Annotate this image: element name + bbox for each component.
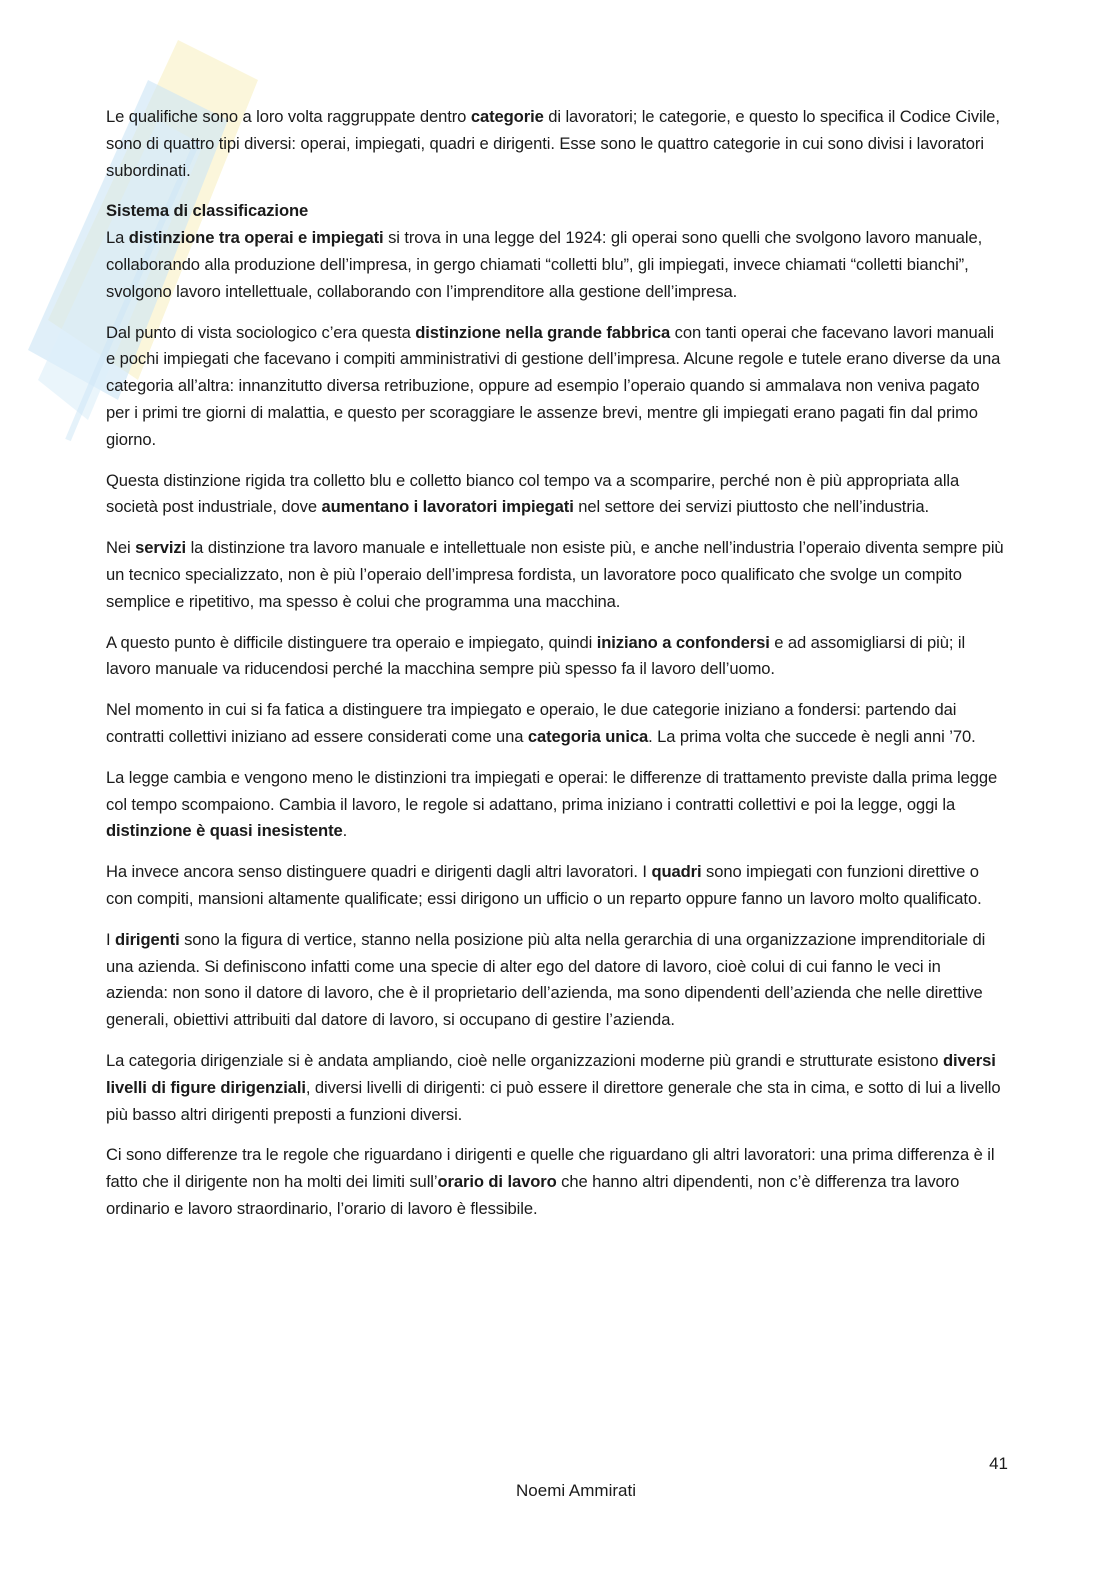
bold-term: quadri: [651, 862, 702, 882]
text-run: A questo punto è difficile distinguere tra operaio e impiegato, quindi: [106, 632, 597, 652]
bold-term: iniziano a confondersi: [596, 632, 770, 652]
bold-term: aumentano i lavoratori impiegati: [321, 497, 574, 517]
paragraph: [106, 104, 1006, 184]
bold-term: distinzione nella grande fabbrica: [415, 322, 671, 342]
bold-term: distinzione è quasi inesistente: [106, 821, 343, 841]
text-run: sono la figura di vertice, stanno nella posizione più alta nella gerarchia di una organizzazione imprenditoriale di una azienda. Si definiscono infatti come una specie di alter ego del datore di lavoro, cioè colui di cui fanno le veci in azienda: non sono il datore di lavoro, che è il proprietario dell’azienda, ma sono dipendenti dell’azienda che nelle direttive generali, obiettivi attribuiti dal datore di lavoro, si occupano di gestire l’azienda.: [106, 929, 986, 1030]
text-run: la distinzione tra lavoro manuale e intellettuale non esiste più, e anche nell’industria l’operaio diventa sempre più un tecnico specializzato, non è più l’operaio dell’impresa fordista, un lavoratore poco qualificato che svolge un compito semplice e ripetitivo, ma spesso è colui che programma una macchina.: [106, 538, 1004, 611]
text-run: La: [106, 228, 129, 248]
paragraph: [106, 535, 1006, 615]
footer-author: Noemi Ammirati: [516, 1481, 636, 1500]
paragraph: [106, 468, 1006, 522]
text-run: .: [342, 821, 348, 841]
text-run: Dal punto di vista sociologico c’era questa: [106, 322, 416, 342]
text-run: che hanno altri dipendenti, non c’è differenza tra lavoro ordinario e lavoro straordinario, l’orario di lavoro è flessibile.: [106, 1172, 960, 1218]
document-body: [106, 104, 1006, 1237]
paragraph: [106, 765, 1006, 845]
text-run: Ha invece ancora senso distinguere quadri e dirigenti dagli altri lavoratori. I: [106, 862, 652, 882]
text-run: Questa distinzione rigida tra colletto blu e colletto bianco col tempo va a scomparire, perché non è più appropriata alla società post industriale, dove: [106, 470, 960, 517]
text-run: I: [106, 929, 116, 949]
paragraph: [106, 927, 1006, 1034]
bold-term: orario di lavoro: [437, 1172, 557, 1192]
text-run: Le qualifiche sono a loro volta raggruppate dentro: [106, 107, 471, 126]
bold-term: categoria unica: [527, 726, 649, 746]
text-run: si trova in una legge del 1924: gli operai sono quelli che svolgono lavoro manuale, collaborando alla produzione dell’impresa, in gergo chiamati “colletti blu”, gli impiegati, invece chiamati “colletti bianchi”, svolgono lavoro intellettuale, collaborando con l’imprenditore alla gestione dell’impresa.: [106, 228, 983, 301]
text-run: Nei: [106, 538, 136, 558]
text-run: La categoria dirigenziale si è andata ampliando, cioè nelle organizzazioni moderne più grandi e strutturate esistono: [106, 1050, 943, 1070]
paragraph: [106, 630, 1006, 684]
bold-term: categorie: [470, 107, 544, 126]
bold-term: distinzione tra operai e impiegati: [128, 228, 384, 248]
text-run: La legge cambia e vengono meno le distinzioni tra impiegati e operai: le differenze di trattamento previste dalla prima legge col tempo scompaiono. Cambia il lavoro, le regole si adattano, prima iniziano i contratti collettivi e poi la legge, oggi la: [106, 767, 998, 814]
text-run: nel settore dei servizi piuttosto che nell’industria.: [573, 497, 929, 517]
text-run: sono impiegati con funzioni direttive o con compiti, mansioni altamente qualificate; essi dirigono un ufficio o un reparto oppure fanno un lavoro molto qualificato.: [106, 862, 982, 908]
bold-term: servizi: [135, 538, 187, 558]
bold-term: dirigenti: [115, 929, 180, 949]
text-run: e ad assomigliarsi di più; il lavoro manuale va riducendosi perché la macchina sempre più spesso fa il lavoro dell’uomo.: [106, 632, 966, 679]
text-run: . La prima volta che succede è negli anni ’70.: [648, 726, 976, 746]
page-number: 41: [989, 1454, 1008, 1473]
paragraph: [106, 697, 1006, 751]
paragraph: [106, 1048, 1006, 1128]
text-run: Nel momento in cui si fa fatica a distinguere tra impiegato e operaio, le due categorie iniziano a fondersi: partendo dai contratti collettivi iniziano ad essere considerati come una: [106, 700, 957, 746]
paragraph: [106, 198, 1006, 305]
paragraph: [106, 1142, 1006, 1222]
bold-term: diversi livelli di figure dirigenziali: [106, 1050, 996, 1097]
paragraph: [106, 859, 1006, 913]
section-heading: Sistema di classificazione: [106, 201, 309, 221]
text-run: di lavoratori; le categorie, e questo lo specifica il Codice Civile, sono di quattro tipi diversi: operai, impiegati, quadri e dirigenti. Esse sono le quattro categorie in cui sono divisi i lavoratori subordinati.: [106, 107, 1000, 180]
paragraph: [106, 320, 1006, 454]
text-run: con tanti operai che facevano lavori manuali e pochi impiegati che facevano i compiti amministrativi di gestione dell’impresa. Alcune regole e tutele erano diverse da una categoria all’altra: innanzitutto diversa retribuzione, oppure ad esempio l’operaio quando si ammalava non veniva pagato per i primi tre giorni di malattia, e questo per scoraggiare le assenze brevi, mentre gli impiegati erano pagati fin dal primo giorno.: [106, 322, 1001, 449]
text-run: , diversi livelli di dirigenti: ci può essere il direttore generale che sta in cima, e sotto di lui a livello più basso altri dirigenti preposti a funzioni diversi.: [106, 1077, 1001, 1124]
text-run: Ci sono differenze tra le regole che riguardano i dirigenti e quelle che riguardano gli altri lavoratori: una prima differenza è il fatto che il dirigente non ha molti dei limiti sull’: [106, 1145, 995, 1192]
